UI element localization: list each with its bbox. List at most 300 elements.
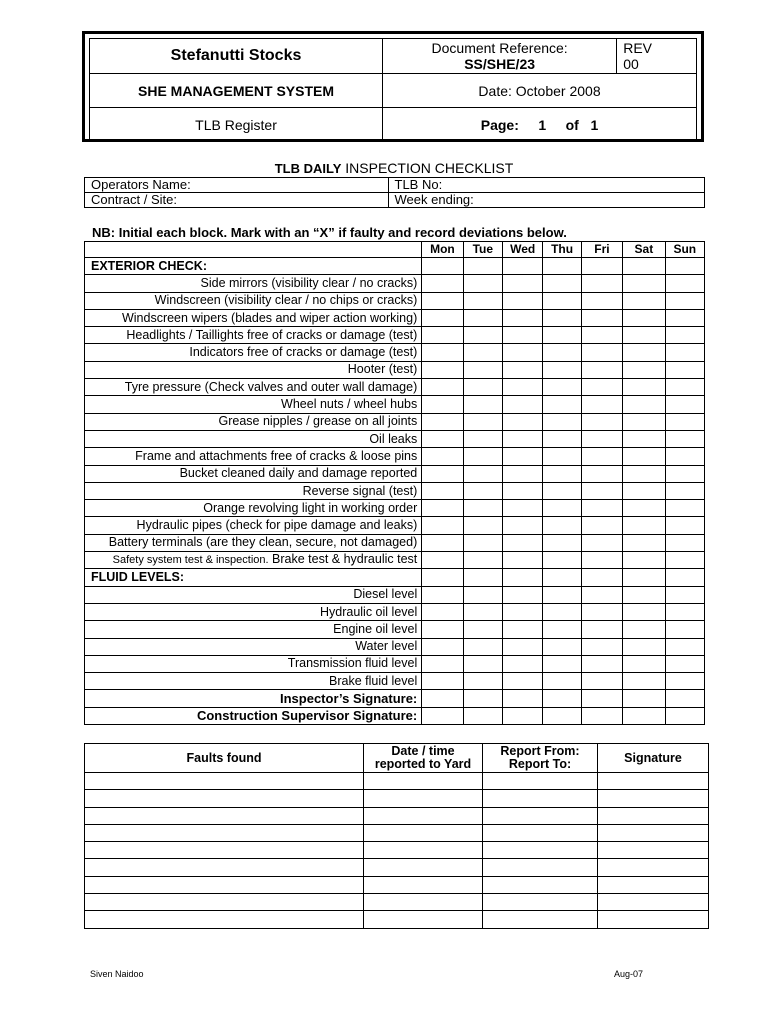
check-cell-sun[interactable] (665, 465, 704, 482)
check-cell-tue[interactable] (463, 344, 502, 361)
check-cell-mon[interactable] (422, 344, 463, 361)
checklist-item-label: Frame and attachments free of cracks & loose pins (85, 448, 422, 465)
check-cell-tue[interactable] (463, 482, 502, 499)
check-cell-thu[interactable] (543, 500, 581, 517)
operator-details (84, 177, 705, 208)
check-cell-fri[interactable] (581, 413, 622, 430)
check-cell-sun[interactable] (665, 361, 704, 378)
date-time-header: Date / time reported to Yard (364, 744, 483, 773)
fault-found-cell[interactable] (85, 790, 364, 807)
check-cell-fri[interactable] (581, 465, 622, 482)
date-time-cell[interactable] (364, 911, 483, 928)
check-cell-wed[interactable] (503, 309, 543, 326)
check-cell-wed[interactable] (503, 361, 543, 378)
check-cell-sat[interactable] (623, 361, 665, 378)
fault-found-cell[interactable] (85, 876, 364, 893)
check-cell-thu[interactable] (543, 258, 581, 275)
check-cell-thu[interactable] (543, 379, 581, 396)
day-header-thu: Thu (543, 242, 581, 258)
report-cell[interactable] (483, 807, 598, 824)
check-cell-sun[interactable] (665, 655, 704, 672)
signature-cell[interactable] (598, 911, 709, 928)
fault-row (85, 824, 709, 841)
faults-found-header: Faults found (85, 744, 364, 773)
signature-cell[interactable] (598, 842, 709, 859)
check-cell-thu[interactable] (543, 275, 581, 292)
check-cell-thu[interactable] (543, 448, 581, 465)
day-header-fri: Fri (581, 242, 622, 258)
checklist-item-label: Engine oil level (85, 621, 422, 638)
check-cell-sat[interactable] (623, 638, 665, 655)
check-cell-wed[interactable] (503, 448, 543, 465)
check-cell-thu[interactable] (543, 638, 581, 655)
fault-row (85, 876, 709, 893)
signature-header: Signature (598, 744, 709, 773)
check-cell-sat[interactable] (623, 309, 665, 326)
check-cell-tue[interactable] (463, 327, 502, 344)
check-cell-thu[interactable] (543, 586, 581, 603)
check-cell-sat[interactable] (623, 344, 665, 361)
date-time-cell[interactable] (364, 842, 483, 859)
date-time-cell[interactable] (364, 790, 483, 807)
check-cell-sat[interactable] (623, 275, 665, 292)
check-cell-mon[interactable] (422, 534, 463, 551)
check-cell-sun[interactable] (665, 603, 704, 620)
check-cell-sun[interactable] (665, 292, 704, 309)
tlb-number-field[interactable]: TLB No: (388, 178, 704, 193)
checklist-item-label: Bucket cleaned daily and damage reported (85, 465, 422, 482)
check-cell-tue[interactable] (463, 690, 502, 707)
check-cell-thu[interactable] (543, 707, 581, 724)
checklist-item-label: Grease nipples / grease on all joints (85, 413, 422, 430)
check-cell-sat[interactable] (623, 465, 665, 482)
check-cell-sun[interactable] (665, 430, 704, 447)
check-cell-tue[interactable] (463, 552, 502, 569)
fault-row (85, 859, 709, 876)
fault-found-cell[interactable] (85, 773, 364, 790)
check-cell-tue[interactable] (463, 258, 502, 275)
check-cell-wed[interactable] (503, 517, 543, 534)
check-cell-wed[interactable] (503, 586, 543, 603)
check-cell-tue[interactable] (463, 638, 502, 655)
check-cell-wed[interactable] (503, 638, 543, 655)
check-cell-sun[interactable] (665, 517, 704, 534)
check-cell-mon[interactable] (422, 292, 463, 309)
check-cell-mon[interactable] (422, 396, 463, 413)
check-cell-sun[interactable] (665, 482, 704, 499)
check-cell-mon[interactable] (422, 603, 463, 620)
check-cell-fri[interactable] (581, 448, 622, 465)
check-cell-fri[interactable] (581, 707, 622, 724)
check-cell-sat[interactable] (623, 448, 665, 465)
check-cell-tue[interactable] (463, 534, 502, 551)
check-cell-tue[interactable] (463, 707, 502, 724)
report-from-to-header: Report From: Report To: (483, 744, 598, 773)
check-cell-fri[interactable] (581, 275, 622, 292)
check-cell-wed[interactable] (503, 344, 543, 361)
checklist-row (85, 690, 705, 707)
fault-row (85, 894, 709, 911)
faults-header-row (85, 744, 709, 773)
check-cell-fri[interactable] (581, 379, 622, 396)
checklist-row (85, 586, 705, 603)
check-cell-mon[interactable] (422, 309, 463, 326)
check-cell-mon[interactable] (422, 379, 463, 396)
checklist-item-label: Transmission fluid level (85, 655, 422, 672)
check-cell-fri[interactable] (581, 327, 622, 344)
check-cell-sun[interactable] (665, 552, 704, 569)
signature-label: Construction Supervisor Signature: (85, 707, 422, 724)
checklist-row (85, 396, 705, 413)
check-cell-sat[interactable] (623, 655, 665, 672)
check-cell-wed[interactable] (503, 379, 543, 396)
check-cell-wed[interactable] (503, 500, 543, 517)
check-cell-wed[interactable] (503, 655, 543, 672)
checklist-row (85, 603, 705, 620)
date-time-cell[interactable] (364, 894, 483, 911)
checklist-row (85, 258, 705, 275)
check-cell-mon[interactable] (422, 413, 463, 430)
check-cell-sun[interactable] (665, 275, 704, 292)
check-cell-wed[interactable] (503, 690, 543, 707)
check-cell-mon[interactable] (422, 655, 463, 672)
check-cell-mon[interactable] (422, 465, 463, 482)
fault-found-cell[interactable] (85, 911, 364, 928)
checklist-item-label: Headlights / Taillights free of cracks or damage (test) (85, 327, 422, 344)
check-cell-fri[interactable] (581, 258, 622, 275)
check-cell-tue[interactable] (463, 448, 502, 465)
check-cell-thu[interactable] (543, 621, 581, 638)
check-cell-wed[interactable] (503, 275, 543, 292)
check-cell-wed[interactable] (503, 327, 543, 344)
check-cell-sun[interactable] (665, 621, 704, 638)
check-cell-sun[interactable] (665, 258, 704, 275)
checklist-row (85, 517, 705, 534)
check-cell-thu[interactable] (543, 292, 581, 309)
check-cell-fri[interactable] (581, 430, 622, 447)
company-name: Stefanutti Stocks (90, 39, 383, 74)
check-cell-sat[interactable] (623, 500, 665, 517)
report-cell[interactable] (483, 790, 598, 807)
contract-site-field[interactable]: Contract / Site: (85, 193, 389, 208)
check-cell-sat[interactable] (623, 430, 665, 447)
checklist-row (85, 569, 705, 586)
check-cell-sun[interactable] (665, 569, 704, 586)
checklist-row (85, 482, 705, 499)
check-cell-wed[interactable] (503, 569, 543, 586)
day-header-sun: Sun (665, 242, 704, 258)
day-header-sat: Sat (623, 242, 665, 258)
checklist-item-label: Windscreen wipers (blades and wiper action working) (85, 309, 422, 326)
check-cell-fri[interactable] (581, 482, 622, 499)
report-cell[interactable] (483, 859, 598, 876)
checklist-row (85, 465, 705, 482)
check-cell-thu[interactable] (543, 603, 581, 620)
checklist-row (85, 638, 705, 655)
check-cell-mon[interactable] (422, 430, 463, 447)
footer-date: Aug-07 (614, 969, 644, 979)
check-cell-sun[interactable] (665, 707, 704, 724)
instruction-note: NB: Initial each block. Mark with an “X” if faulty and record deviations below. (92, 225, 567, 240)
fault-found-cell[interactable] (85, 894, 364, 911)
week-ending-field[interactable]: Week ending: (388, 193, 704, 208)
check-cell-tue[interactable] (463, 655, 502, 672)
document-header (82, 31, 704, 142)
check-cell-sat[interactable] (623, 292, 665, 309)
checklist-row (85, 655, 705, 672)
report-cell[interactable] (483, 894, 598, 911)
checklist-row (85, 534, 705, 551)
check-cell-fri[interactable] (581, 586, 622, 603)
check-cell-tue[interactable] (463, 500, 502, 517)
check-cell-wed[interactable] (503, 482, 543, 499)
check-cell-tue[interactable] (463, 379, 502, 396)
check-cell-tue[interactable] (463, 413, 502, 430)
checklist-item-label: Side mirrors (visibility clear / no cracks) (85, 275, 422, 292)
checklist-item-label: Orange revolving light in working order (85, 500, 422, 517)
check-cell-tue[interactable] (463, 430, 502, 447)
check-cell-thu[interactable] (543, 344, 581, 361)
check-cell-mon[interactable] (422, 569, 463, 586)
check-cell-fri[interactable] (581, 690, 622, 707)
check-cell-tue[interactable] (463, 673, 502, 690)
check-cell-sat[interactable] (623, 482, 665, 499)
revision: REV 00 (617, 39, 697, 74)
checklist-row (85, 552, 705, 569)
check-cell-thu[interactable] (543, 655, 581, 672)
check-cell-mon[interactable] (422, 621, 463, 638)
check-cell-sun[interactable] (665, 534, 704, 551)
check-cell-mon[interactable] (422, 552, 463, 569)
signature-label: Inspector’s Signature: (85, 690, 422, 707)
check-cell-tue[interactable] (463, 292, 502, 309)
check-cell-sat[interactable] (623, 673, 665, 690)
checklist-row (85, 309, 705, 326)
signature-cell[interactable] (598, 790, 709, 807)
check-cell-mon[interactable] (422, 690, 463, 707)
date-time-cell[interactable] (364, 773, 483, 790)
check-cell-sat[interactable] (623, 379, 665, 396)
report-cell[interactable] (483, 824, 598, 841)
report-cell[interactable] (483, 876, 598, 893)
management-system: SHE MANAGEMENT SYSTEM (90, 74, 383, 108)
check-cell-sat[interactable] (623, 534, 665, 551)
check-cell-wed[interactable] (503, 707, 543, 724)
check-cell-fri[interactable] (581, 638, 622, 655)
check-cell-mon[interactable] (422, 638, 463, 655)
check-cell-tue[interactable] (463, 309, 502, 326)
check-cell-sat[interactable] (623, 586, 665, 603)
fault-found-cell[interactable] (85, 824, 364, 841)
check-cell-wed[interactable] (503, 430, 543, 447)
checklist-row (85, 379, 705, 396)
check-cell-wed[interactable] (503, 258, 543, 275)
check-cell-thu[interactable] (543, 517, 581, 534)
check-cell-sun[interactable] (665, 500, 704, 517)
check-cell-fri[interactable] (581, 517, 622, 534)
check-cell-fri[interactable] (581, 552, 622, 569)
check-cell-sat[interactable] (623, 569, 665, 586)
check-cell-thu[interactable] (543, 396, 581, 413)
check-cell-thu[interactable] (543, 309, 581, 326)
check-cell-tue[interactable] (463, 396, 502, 413)
check-cell-sun[interactable] (665, 638, 704, 655)
check-cell-thu[interactable] (543, 690, 581, 707)
signature-cell[interactable] (598, 824, 709, 841)
check-cell-sat[interactable] (623, 517, 665, 534)
check-cell-sun[interactable] (665, 413, 704, 430)
check-cell-sat[interactable] (623, 258, 665, 275)
check-cell-mon[interactable] (422, 673, 463, 690)
date-time-cell[interactable] (364, 859, 483, 876)
fault-row (85, 807, 709, 824)
check-cell-sat[interactable] (623, 707, 665, 724)
page-title: TLB DAILY INSPECTION CHECKLIST (274, 160, 514, 176)
check-cell-mon[interactable] (422, 361, 463, 378)
check-cell-thu[interactable] (543, 552, 581, 569)
check-cell-tue[interactable] (463, 465, 502, 482)
check-cell-fri[interactable] (581, 603, 622, 620)
inspection-checklist (84, 241, 705, 725)
check-cell-thu[interactable] (543, 327, 581, 344)
checklist-row (85, 430, 705, 447)
check-cell-thu[interactable] (543, 361, 581, 378)
check-cell-thu[interactable] (543, 430, 581, 447)
fault-found-cell[interactable] (85, 842, 364, 859)
check-cell-fri[interactable] (581, 673, 622, 690)
checklist-row (85, 621, 705, 638)
check-cell-wed[interactable] (503, 552, 543, 569)
check-cell-fri[interactable] (581, 569, 622, 586)
check-cell-fri[interactable] (581, 655, 622, 672)
check-cell-fri[interactable] (581, 500, 622, 517)
report-cell[interactable] (483, 842, 598, 859)
fault-row (85, 842, 709, 859)
checklist-item-label: Reverse signal (test) (85, 482, 422, 499)
checklist-row (85, 707, 705, 724)
checklist-row (85, 448, 705, 465)
check-cell-fri[interactable] (581, 396, 622, 413)
check-cell-wed[interactable] (503, 673, 543, 690)
check-cell-wed[interactable] (503, 413, 543, 430)
check-cell-sun[interactable] (665, 396, 704, 413)
checklist-item-label: Tyre pressure (Check valves and outer wall damage) (85, 379, 422, 396)
faults-table (84, 743, 709, 929)
check-cell-fri[interactable] (581, 292, 622, 309)
check-cell-sun[interactable] (665, 586, 704, 603)
check-cell-sat[interactable] (623, 327, 665, 344)
check-cell-mon[interactable] (422, 327, 463, 344)
checklist-row (85, 673, 705, 690)
check-cell-fri[interactable] (581, 361, 622, 378)
checklist-item-label: Water level (85, 638, 422, 655)
check-cell-mon[interactable] (422, 258, 463, 275)
check-cell-wed[interactable] (503, 621, 543, 638)
check-cell-wed[interactable] (503, 603, 543, 620)
day-header-mon: Mon (422, 242, 463, 258)
footer-author: Siven Naidoo (90, 969, 144, 979)
check-cell-sat[interactable] (623, 603, 665, 620)
fault-found-cell[interactable] (85, 807, 364, 824)
check-cell-wed[interactable] (503, 465, 543, 482)
check-cell-tue[interactable] (463, 361, 502, 378)
operator-name-field[interactable]: Operators Name: (85, 178, 389, 193)
check-cell-sun[interactable] (665, 673, 704, 690)
check-cell-mon[interactable] (422, 707, 463, 724)
check-cell-thu[interactable] (543, 465, 581, 482)
checklist-item-label: Wheel nuts / wheel hubs (85, 396, 422, 413)
check-cell-thu[interactable] (543, 534, 581, 551)
check-cell-tue[interactable] (463, 603, 502, 620)
check-cell-tue[interactable] (463, 621, 502, 638)
check-cell-sun[interactable] (665, 379, 704, 396)
check-cell-sun[interactable] (665, 309, 704, 326)
check-cell-tue[interactable] (463, 586, 502, 603)
check-cell-sun[interactable] (665, 690, 704, 707)
check-cell-fri[interactable] (581, 621, 622, 638)
fault-found-cell[interactable] (85, 859, 364, 876)
checklist-row (85, 275, 705, 292)
signature-cell[interactable] (598, 807, 709, 824)
check-cell-sat[interactable] (623, 621, 665, 638)
checklist-item-label: Hydraulic oil level (85, 603, 422, 620)
date-time-cell[interactable] (364, 824, 483, 841)
check-cell-sat[interactable] (623, 690, 665, 707)
check-cell-mon[interactable] (422, 500, 463, 517)
report-cell[interactable] (483, 911, 598, 928)
check-cell-mon[interactable] (422, 586, 463, 603)
check-cell-tue[interactable] (463, 517, 502, 534)
check-cell-wed[interactable] (503, 534, 543, 551)
check-cell-thu[interactable] (543, 569, 581, 586)
check-cell-fri[interactable] (581, 344, 622, 361)
signature-cell[interactable] (598, 773, 709, 790)
check-cell-tue[interactable] (463, 569, 502, 586)
check-cell-mon[interactable] (422, 517, 463, 534)
check-cell-tue[interactable] (463, 275, 502, 292)
day-header-tue: Tue (463, 242, 502, 258)
check-cell-wed[interactable] (503, 292, 543, 309)
check-cell-fri[interactable] (581, 534, 622, 551)
report-cell[interactable] (483, 773, 598, 790)
check-cell-thu[interactable] (543, 413, 581, 430)
check-cell-sat[interactable] (623, 396, 665, 413)
date-time-cell[interactable] (364, 807, 483, 824)
check-cell-sat[interactable] (623, 413, 665, 430)
check-cell-mon[interactable] (422, 448, 463, 465)
checklist-row (85, 413, 705, 430)
check-cell-mon[interactable] (422, 275, 463, 292)
check-cell-thu[interactable] (543, 482, 581, 499)
check-cell-sat[interactable] (623, 552, 665, 569)
signature-cell[interactable] (598, 859, 709, 876)
document-reference-value: SS/SHE/23 (464, 56, 536, 72)
checklist-item-label: Windscreen (visibility clear / no chips or cracks) (85, 292, 422, 309)
check-cell-mon[interactable] (422, 482, 463, 499)
check-cell-sun[interactable] (665, 344, 704, 361)
checklist-row (85, 361, 705, 378)
check-cell-sun[interactable] (665, 327, 704, 344)
check-cell-sun[interactable] (665, 448, 704, 465)
check-cell-thu[interactable] (543, 673, 581, 690)
check-cell-fri[interactable] (581, 309, 622, 326)
checklist-item-label: Hydraulic pipes (check for pipe damage and leaks) (85, 517, 422, 534)
signature-cell[interactable] (598, 876, 709, 893)
date-time-cell[interactable] (364, 876, 483, 893)
signature-cell[interactable] (598, 894, 709, 911)
section-heading: EXTERIOR CHECK: (85, 258, 422, 275)
check-cell-wed[interactable] (503, 396, 543, 413)
